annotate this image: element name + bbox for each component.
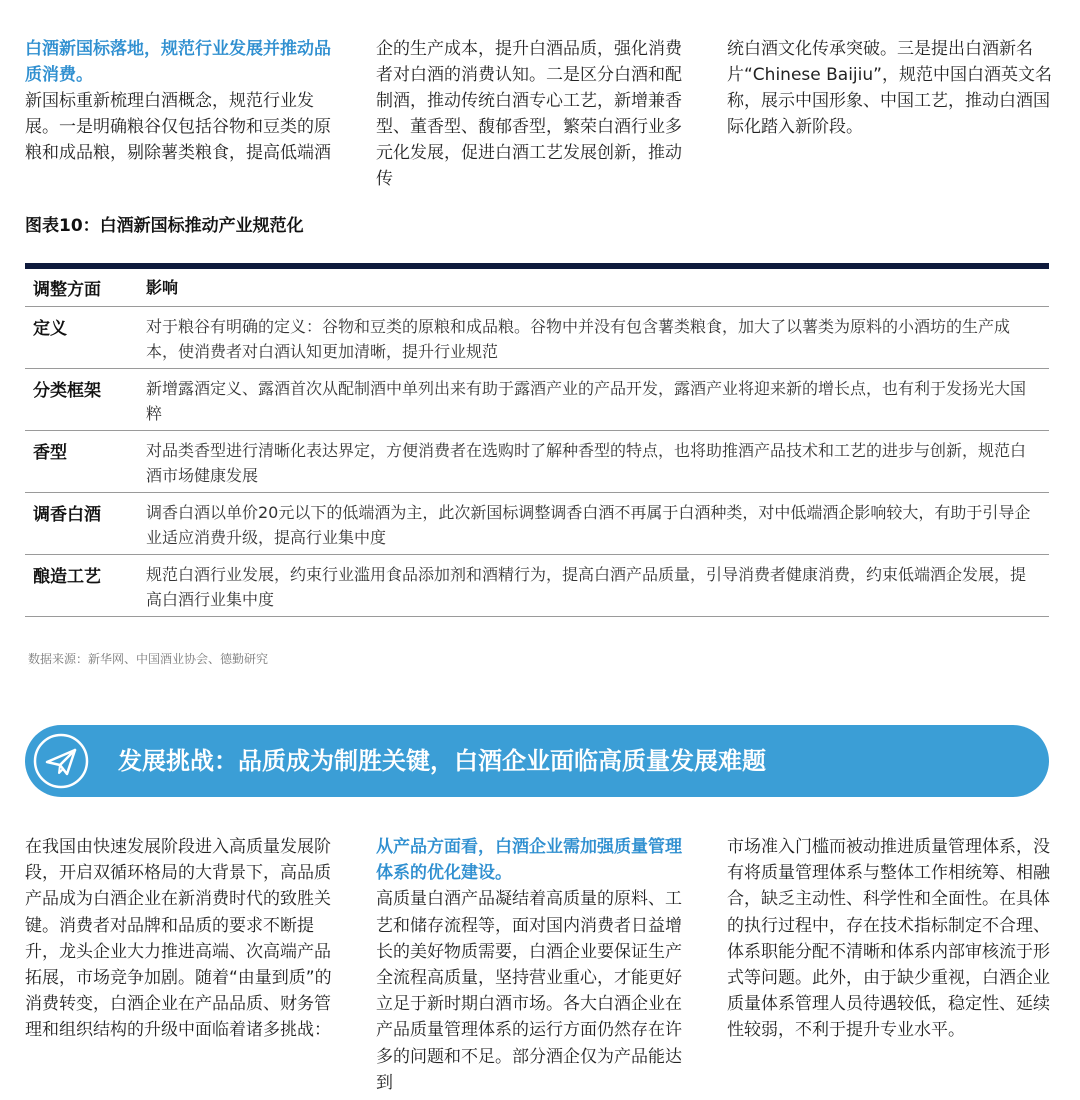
top-col-2 (376, 36, 694, 192)
section-banner (25, 725, 1049, 797)
table-row (25, 369, 1049, 431)
table-cell-aspect: 分类框架 (33, 381, 101, 401)
table-header-impact: 影响 (146, 278, 179, 297)
top-col-2-body: 企的生产成本，提升白酒品质，强化消费者对白酒的消费认知。二是区分白酒和配制酒，推动传统白酒专心工艺，新增兼香型、董香型、馥郁香型，繁荣白酒行业多元化发展，促进白酒工艺发展创新，推动传 (376, 39, 682, 189)
table-cell-impact: 新增露酒定义、露酒首次从配制酒中单列出来有助于露酒产业的产品开发，露酒产业将迎来新的增长点，也有利于发扬光大国粹 (146, 379, 1027, 423)
top-col-1-heading: 白酒新国标落地，规范行业发展并推动品质消费。 (25, 39, 331, 85)
table-row (25, 493, 1049, 555)
table-header-aspect: 调整方面 (33, 280, 101, 300)
table-cell-aspect: 酿造工艺 (33, 567, 101, 587)
table-cell-impact: 对品类香型进行清晰化表达界定，方便消费者在选购时了解种香型的特点，也将助推酒产品技术和工艺的进步与创新，规范白酒市场健康发展 (146, 441, 1027, 485)
table-cell-aspect: 调香白酒 (33, 505, 101, 525)
paper-plane-icon (32, 732, 90, 790)
table-header-row (25, 269, 1049, 307)
bottom-col-3-body: 市场准入门槛而被动推进质量管理体系，没有将质量管理体系与整体工作相统筹、相融合，缺乏主动性、科学性和全面性。在具体的执行过程中，存在技术指标制定不合理、体系职能分配不清晰和体系内部审核流于形式等问题。此外，由于缺少重视，白酒企业质量体系管理人员待遇较低，稳定性、延续性较弱，不利于提升专业水平。 (727, 837, 1050, 1041)
table-row (25, 431, 1049, 493)
top-col-3 (727, 36, 1052, 140)
bottom-col-2-heading: 从产品方面看，白酒企业需加强质量管理体系的优化建设。 (376, 837, 682, 884)
top-col-3-body: 统白酒文化传承突破。三是提出白酒新名片“Chinese Baijiu”，规范中国白酒英文名称，展示中国形象、中国工艺，推动白酒国际化踏入新阶段。 (727, 39, 1052, 137)
table-row (25, 555, 1049, 617)
table-cell-impact: 规范白酒行业发展，约束行业滥用食品添加剂和酒精行为，提高白酒产品质量，引导消费者健康消费，约束低端酒企发展，提高白酒行业集中度 (146, 565, 1027, 609)
table-cell-impact: 对于粮谷有明确的定义：谷物和豆类的原粮和成品粮。谷物中并没有包含薯类粮食，加大了以薯类为原料的小酒坊的生产成本，使消费者对白酒认知更加清晰，提升行业规范 (146, 317, 1011, 361)
figure-title: 图表10：白酒新国标推动产业规范化 (25, 216, 304, 236)
bottom-col-3 (727, 834, 1052, 1044)
standards-table (25, 263, 1049, 617)
bottom-col-2-body: 高质量白酒产品凝结着高质量的原料、工艺和储存流程等，面对国内消费者日益增长的美好物质需要，白酒企业要保证生产全流程高质量，坚持营业重心，才能更好立足于新时期白酒市场。各大白酒企业在产品质量管理体系的运行方面仍然存在许多的问题和不足。部分酒企仅为产品能达到 (376, 889, 682, 1093)
table-cell-impact: 调香白酒以单价20元以下的低端酒为主，此次新国标调整调香白酒不再属于白酒种类，对中低端酒企影响较大，有助于引导企业适应消费升级，提高行业集中度 (146, 503, 1031, 547)
banner-title: 发展挑战：品质成为制胜关键，白酒企业面临高质量发展难题 (118, 747, 766, 775)
table-row (25, 307, 1049, 369)
bottom-col-1 (25, 834, 337, 1044)
bottom-col-2 (376, 834, 698, 1096)
bottom-col-1-body: 在我国由快速发展阶段进入高质量发展阶段，开启双循环格局的大背景下，高品质产品成为白酒企业在新消费时代的致胜关键。消费者对品牌和品质的要求不断提升，龙头企业大力推进高端、次高端产品拓展，市场竞争加剧。随着“由量到质”的消费转变，白酒企业在产品品质、财务管理和组织结构的升级中面临着诸多挑战： (25, 837, 332, 1041)
table-cell-aspect: 定义 (33, 319, 67, 339)
top-col-1 (25, 36, 345, 166)
top-col-1-body: 新国标重新梳理白酒概念，规范行业发展。一是明确粮谷仅包括谷物和豆类的原粮和成品粮，剔除薯类粮食，提高低端酒 (25, 91, 331, 163)
data-source-note: 数据来源：新华网、中国酒业协会、德勤研究 (28, 652, 269, 666)
table-cell-aspect: 香型 (33, 443, 67, 463)
